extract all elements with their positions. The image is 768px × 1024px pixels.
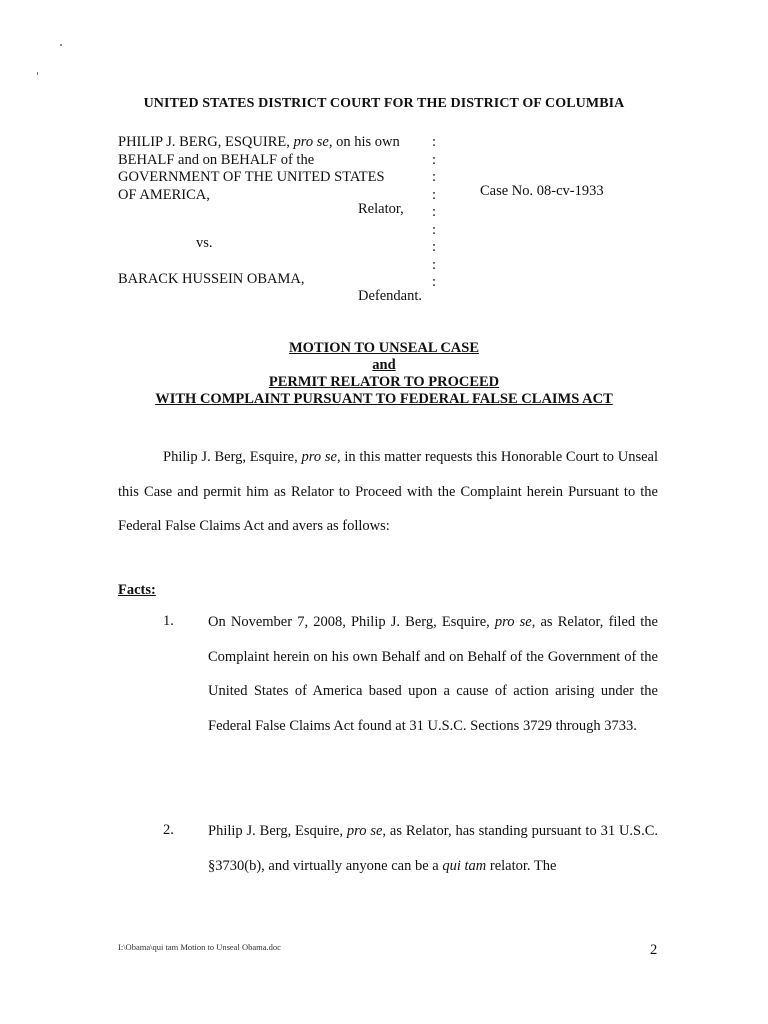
motion-title-line-2: and	[372, 357, 396, 373]
plaintiff-line-2: BEHALF and on BEHALF of the	[118, 151, 315, 168]
motion-title-line-1: MOTION TO UNSEAL CASE	[288, 340, 480, 356]
plaintiff-block	[118, 134, 418, 204]
fact-2-number: 2.	[163, 822, 174, 838]
court-heading: UNITED STATES DISTRICT COURT FOR THE DISTRICT OF COLUMBIA	[143, 96, 625, 111]
motion-title-line-4: WITH COMPLAINT PURSUANT TO FEDERAL FALSE CLAIMS ACT	[155, 391, 613, 407]
facts-heading: Facts:	[118, 582, 156, 598]
defendant-label: Defendant.	[358, 288, 423, 304]
fact-1-text: On November 7, 2008, Philip J. Berg, Esquire, pro se, as Relator, filed the Complaint herein on his own Behalf and on Behalf of the Government of the United States of America based upon a cause of action arising under the Federal False Claims Act found at 31 U.S.C. Sections 3729 through 3733.	[208, 614, 658, 734]
relator-label: Relator,	[358, 201, 404, 217]
case-number: Case No. 08-cv-1933	[480, 183, 604, 199]
intro-paragraph: Philip J. Berg, Esquire, pro se, in this matter requests this Honorable Court to Unseal this Case and permit him as Relator to Proceed with the Complaint herein Pursuant to the Federal False Claims Act and avers as follows:	[118, 449, 659, 534]
footer-file-path: I:\Obama\qui tam Motion to Unseal Obama.doc	[118, 942, 281, 952]
scan-speck	[60, 44, 62, 46]
page-number: 2	[650, 942, 658, 958]
scan-speck	[37, 72, 38, 75]
caption-colon-column: : : : : : : : : :	[432, 134, 437, 290]
motion-title-line-3: PERMIT RELATOR TO PROCEED	[268, 374, 500, 390]
motion-title	[0, 340, 768, 408]
fact-1-number: 1.	[163, 613, 174, 629]
defendant-name: BARACK HUSSEIN OBAMA,	[118, 271, 305, 287]
versus-label: vs.	[196, 235, 213, 251]
plaintiff-line-4: OF AMERICA,	[118, 186, 210, 203]
fact-2-text: Philip J. Berg, Esquire, pro se, as Relator, has standing pursuant to 31 U.S.C. §3730(b), and virtually anyone can be a qui tam relator. The	[208, 823, 659, 874]
plaintiff-line-1: PHILIP J. BERG, ESQUIRE, pro se, on his own	[118, 134, 400, 150]
plaintiff-line-3: GOVERNMENT OF THE UNITED STATES	[118, 169, 385, 185]
